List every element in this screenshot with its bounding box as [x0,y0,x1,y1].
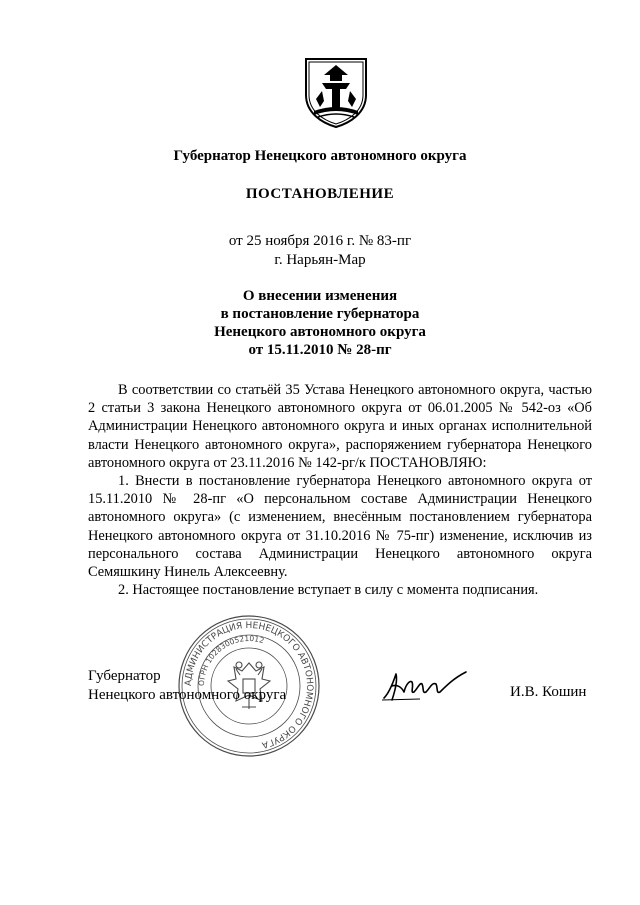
signatory-position [88,667,286,705]
signatory-position-line-2: Ненецкого автономного округа [88,687,287,703]
issuing-authority: Губернатор Ненецкого автономного округа [173,148,467,164]
seal-outer-text: АДМИНИСТРАЦИЯ НЕНЕЦКОГО АВТОНОМНОГО ОКРУГА [183,620,315,750]
document-title-line-1: О внесении изменения [242,288,398,304]
item-2-paragraph: 2. Настоящее постановление вступает в силу с момента подписания. [118,582,539,599]
document-title-line-3: Ненецкого автономного округа [214,324,426,340]
signatory-position-line-1: Губернатор [88,668,161,684]
place: г. Нарьян-Мар [274,252,366,268]
signatory-name: И.В. Кошин [510,684,587,700]
document-title-line-4: от 15.11.2010 № 28-пг [248,342,392,358]
document-body [88,381,592,599]
date-number: от 25 ноября 2016 г. № 83-пг [228,233,412,249]
seal-ogrn-text: ОГРН 1028300521012 [196,633,266,687]
document-type: ПОСТАНОВЛЕНИЕ [245,186,395,202]
item-1-paragraph: 1. Внести в постановление губернатора Ненецкого автономного округа от 15.11.2010 № 28-пг «О персональном составе Администрации Ненецкого автономного округа» (с изменением, внесённым постановлением губернатора Ненецкого автономного округа от 31.10.2016 № 75-пг) изменение, исключив из персонального состава Администрации Ненецкого автономного округа Семяшкину Нинель Алексеевну. [88,473,592,581]
preamble-paragraph: В соответствии со статьёй 35 Устава Ненецкого автономного округа, частью 2 статьи 3 закона Ненецкого автономного округа от 06.01.2005 № 542-оз «Об Администрации Ненецкого автономного округа и иных органах исполнительной власти Ненецкого автономного округа», распоряжением губернатора Ненецкого автономного округа от 23.11.2016 № 142-рг/к ПОСТАНОВЛЯЮ: [88,382,592,471]
handwritten-signature [380,668,472,704]
coat-of-arms-icon [302,55,370,129]
document-title-line-2: в постановление губернатора [220,306,420,322]
